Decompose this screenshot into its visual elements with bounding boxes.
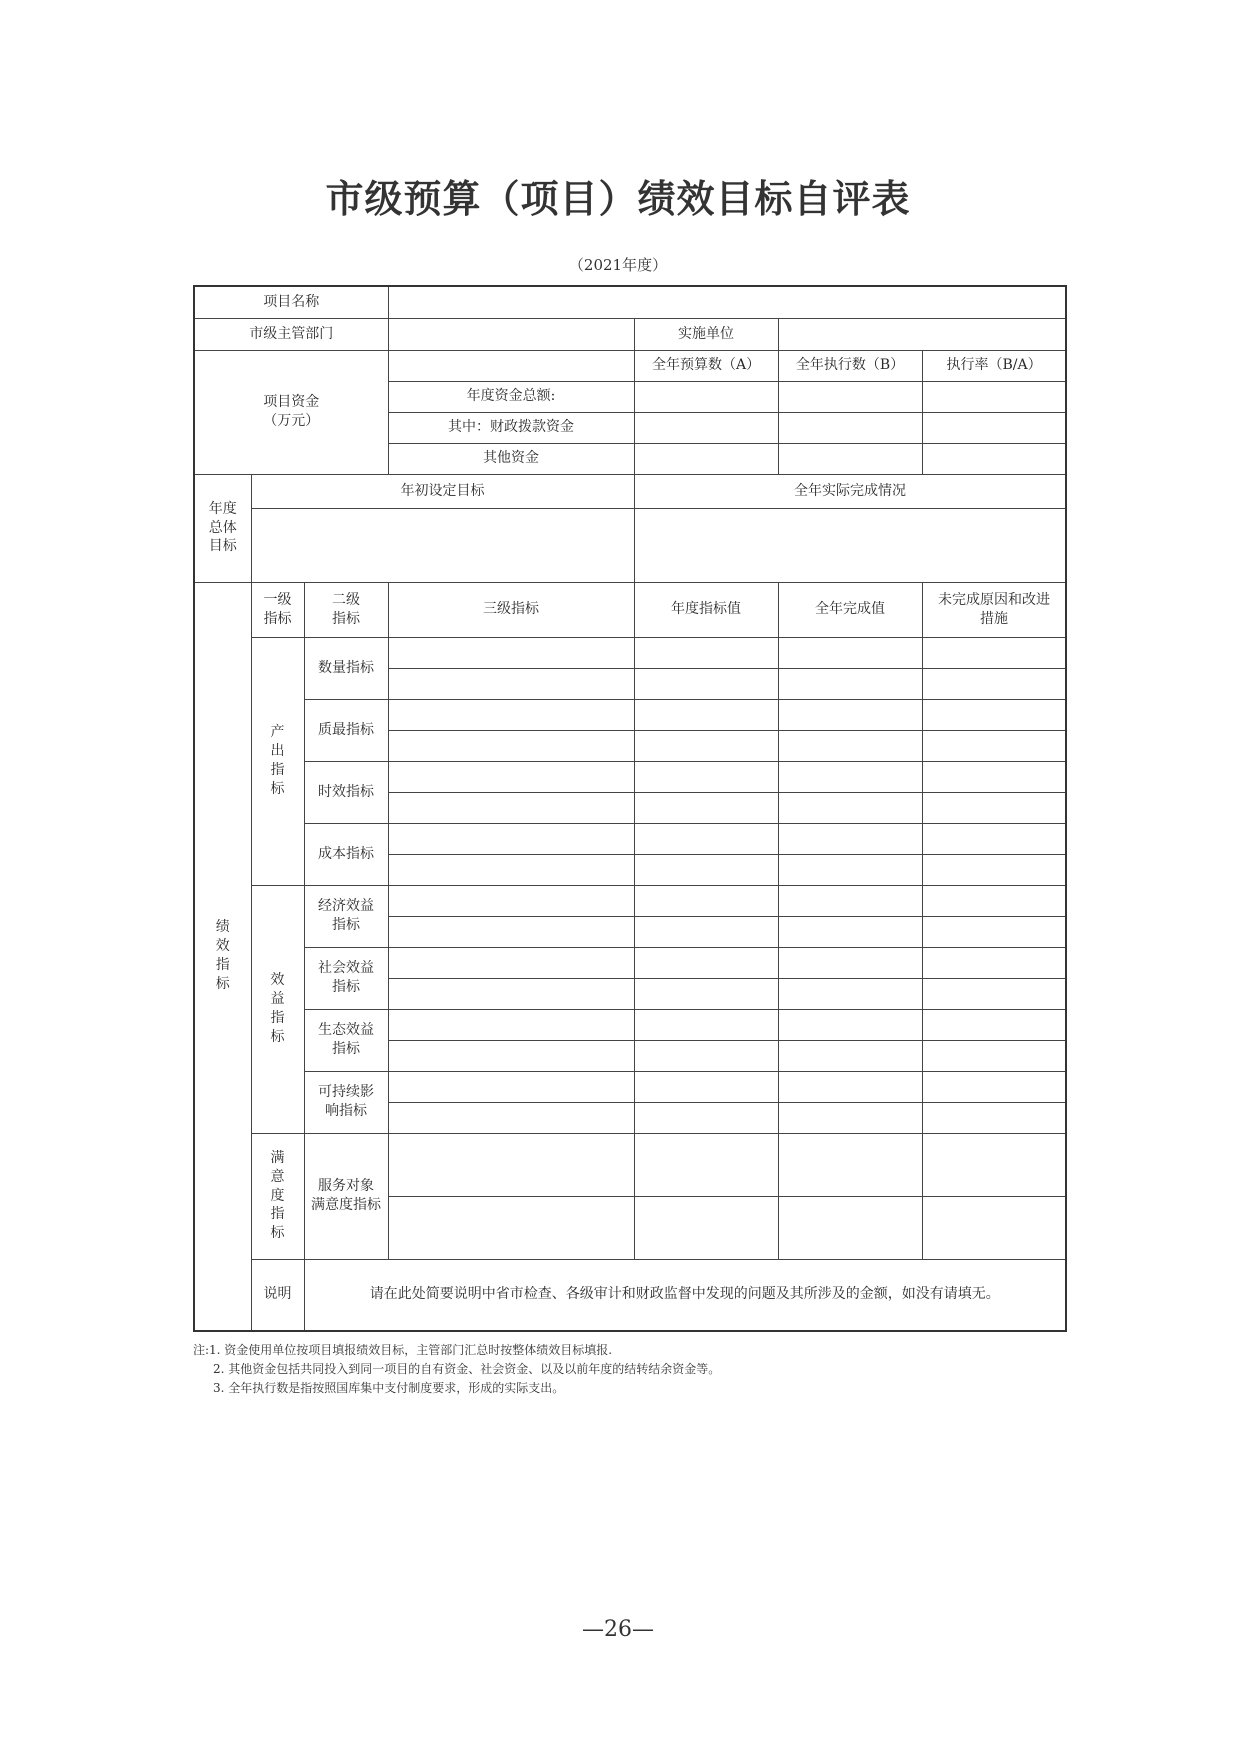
indicator-cell[interactable]	[634, 1071, 778, 1102]
output-indicator-label	[251, 637, 304, 885]
indicator-cell[interactable]	[778, 761, 922, 792]
actual-completion-header: 全年实际完成情况	[634, 474, 1066, 508]
funds-header-blank	[388, 350, 634, 381]
satisfaction-char: 意	[270, 1168, 285, 1185]
fiscal-rate[interactable]	[922, 412, 1066, 443]
indicator-cell[interactable]	[778, 668, 922, 699]
overall-goal-label	[194, 474, 251, 582]
economic-indicator-label	[304, 885, 388, 947]
executed-b-header: 全年执行数（B）	[778, 350, 922, 381]
benefit-char: 标	[270, 1028, 285, 1045]
service-satisfaction-label	[304, 1133, 388, 1259]
indicator-cell[interactable]	[634, 1102, 778, 1133]
indicator-cell[interactable]	[388, 1040, 634, 1071]
level2-line: 二级	[332, 591, 360, 608]
dept-value[interactable]	[388, 318, 634, 350]
project-name-label: 项目名称	[194, 286, 388, 318]
output-char: 指	[270, 762, 285, 778]
perf-char: 绩	[215, 919, 230, 936]
reason-line: 未完成原因和改进	[938, 591, 1051, 608]
indicator-cell[interactable]	[922, 1040, 1066, 1071]
indicator-cell[interactable]	[634, 792, 778, 823]
indicator-cell[interactable]	[922, 699, 1066, 730]
reason-header	[922, 582, 1066, 637]
benefit-indicator-label	[251, 885, 304, 1133]
social-line: 社会效益	[318, 960, 374, 977]
annual-total-rate[interactable]	[922, 381, 1066, 412]
indicator-cell[interactable]	[778, 1102, 922, 1133]
indicator-cell[interactable]	[778, 699, 922, 730]
page-number: —26—	[582, 1617, 654, 1642]
fiscal-label: 其中：财政拨款资金	[388, 412, 634, 443]
project-name-value[interactable]	[388, 286, 1066, 318]
indicator-cell[interactable]	[922, 637, 1066, 668]
perf-char: 效	[215, 938, 230, 955]
level2-header	[304, 582, 388, 637]
indicator-cell[interactable]	[634, 1196, 778, 1259]
indicator-cell[interactable]	[388, 947, 634, 978]
footnote-1: 注:1. 资金使用单位按项目填报绩效目标，主管部门汇总时按整体绩效目标填报.	[193, 1343, 613, 1357]
indicator-cell[interactable]	[778, 854, 922, 885]
social-indicator-label	[304, 947, 388, 1009]
indicator-cell[interactable]	[388, 1102, 634, 1133]
indicator-cell[interactable]	[388, 854, 634, 885]
indicator-cell[interactable]	[634, 1009, 778, 1040]
indicator-cell[interactable]	[922, 761, 1066, 792]
indicator-cell[interactable]	[922, 730, 1066, 761]
indicator-cell[interactable]	[922, 1102, 1066, 1133]
benefit-char: 益	[270, 991, 285, 1008]
perf-char: 指	[215, 957, 230, 974]
other-rate[interactable]	[922, 443, 1066, 474]
indicator-cell[interactable]	[388, 761, 634, 792]
reason-line: 措施	[980, 610, 1009, 627]
indicator-cell[interactable]	[634, 1040, 778, 1071]
indicator-cell[interactable]	[388, 1009, 634, 1040]
satisfaction-indicator-label	[251, 1133, 304, 1259]
indicator-cell[interactable]	[922, 1009, 1066, 1040]
implementer-value[interactable]	[778, 318, 1066, 350]
cost-indicator-label: 成本指标	[304, 823, 388, 885]
indicator-cell[interactable]	[778, 885, 922, 916]
form-title: 市级预算（项目）绩效目标自评表	[325, 176, 911, 221]
satisfaction-char: 满	[270, 1149, 285, 1166]
funds-label-line2: （万元）	[263, 413, 320, 429]
indicator-cell[interactable]	[634, 1133, 778, 1196]
annual-total-budget[interactable]	[634, 381, 778, 412]
indicator-cell[interactable]	[388, 792, 634, 823]
indicator-cell[interactable]	[388, 978, 634, 1009]
indicator-cell[interactable]	[634, 885, 778, 916]
service-line: 服务对象	[318, 1178, 374, 1195]
funds-label	[194, 350, 388, 474]
indicator-cell[interactable]	[634, 947, 778, 978]
satisfaction-char: 度	[270, 1187, 285, 1204]
indicator-cell[interactable]	[922, 947, 1066, 978]
indicator-cell[interactable]	[922, 885, 1066, 916]
output-char: 出	[270, 743, 285, 760]
indicator-cell[interactable]	[634, 637, 778, 668]
timeliness-indicator-label: 时效指标	[304, 761, 388, 823]
indicator-cell[interactable]	[634, 854, 778, 885]
level1-line: 一级	[263, 591, 292, 608]
initial-goal-header: 年初设定目标	[251, 474, 634, 508]
overall-goal-char: 总体	[208, 519, 237, 536]
level1-line: 指标	[263, 610, 292, 627]
indicator-cell[interactable]	[778, 916, 922, 947]
ecological-indicator-label	[304, 1009, 388, 1071]
indicator-cell[interactable]	[922, 916, 1066, 947]
indicator-cell[interactable]	[388, 885, 634, 916]
performance-indicator-label	[194, 582, 251, 1331]
indicator-cell[interactable]	[778, 637, 922, 668]
indicator-cell[interactable]	[388, 637, 634, 668]
indicator-cell[interactable]	[778, 1196, 922, 1259]
indicator-cell[interactable]	[388, 823, 634, 854]
output-char: 标	[270, 780, 285, 797]
indicator-cell[interactable]	[388, 1196, 634, 1259]
form-year: （2021年度）	[568, 256, 668, 274]
ecological-line: 生态效益	[318, 1022, 374, 1039]
fiscal-budget[interactable]	[634, 412, 778, 443]
initial-goal-value[interactable]	[251, 508, 634, 582]
social-line: 指标	[332, 979, 360, 995]
benefit-char: 指	[270, 1010, 285, 1026]
indicator-cell[interactable]	[778, 792, 922, 823]
indicator-cell[interactable]	[634, 978, 778, 1009]
indicator-cell[interactable]	[778, 1009, 922, 1040]
indicator-cell[interactable]	[388, 668, 634, 699]
funds-label-line1: 项目资金	[263, 394, 320, 411]
perf-char: 标	[215, 976, 230, 993]
level2-line: 指标	[332, 610, 360, 627]
budget-a-header: 全年预算数（A）	[634, 350, 778, 381]
level3-header: 三级指标	[388, 582, 634, 637]
dept-label: 市级主管部门	[194, 318, 388, 350]
indicator-cell[interactable]	[634, 730, 778, 761]
footnote-2: 2. 其他资金包括共同投入到同一项目的自有资金、社会资金、以及以前年度的结转结余资金等。	[213, 1362, 721, 1376]
indicator-cell[interactable]	[388, 730, 634, 761]
sustainable-indicator-label	[304, 1071, 388, 1133]
other-executed[interactable]	[778, 443, 922, 474]
service-line: 满意度指标	[311, 1197, 381, 1213]
overall-goal-char: 年度	[208, 500, 237, 517]
indicator-cell[interactable]	[388, 1133, 634, 1196]
other-funds-label: 其他资金	[388, 443, 634, 474]
satisfaction-char: 标	[270, 1225, 285, 1242]
indicator-cell[interactable]	[778, 1133, 922, 1196]
explain-label: 说明	[251, 1259, 304, 1331]
indicator-cell[interactable]	[922, 823, 1066, 854]
indicator-cell[interactable]	[778, 947, 922, 978]
footnotes	[193, 1341, 1073, 1398]
indicator-cell[interactable]	[388, 1071, 634, 1102]
indicator-cell[interactable]	[634, 823, 778, 854]
output-char: 产	[270, 724, 285, 741]
indicator-cell[interactable]	[388, 699, 634, 730]
indicator-cell[interactable]	[634, 761, 778, 792]
indicator-cell[interactable]	[778, 730, 922, 761]
actual-completion-value[interactable]	[634, 508, 1066, 582]
indicator-cell[interactable]	[922, 792, 1066, 823]
satisfaction-char: 指	[270, 1206, 285, 1223]
level1-header	[251, 582, 304, 637]
rate-header: 执行率（B/A）	[922, 350, 1066, 381]
explain-text[interactable]: 请在此处简要说明中省市检查、各级审计和财政监督中发现的问题及其所涉及的金额，如没有请填无。	[304, 1259, 1066, 1331]
other-budget[interactable]	[634, 443, 778, 474]
indicator-cell[interactable]	[388, 916, 634, 947]
quantity-indicator-label: 数量指标	[304, 637, 388, 699]
indicator-cell[interactable]	[922, 1133, 1066, 1196]
footnote-3: 3. 全年执行数是指按照国库集中支付制度要求，形成的实际支出。	[213, 1381, 565, 1395]
economic-line: 经济效益	[318, 898, 374, 915]
sustainable-line: 可持续影	[318, 1084, 374, 1101]
indicator-cell[interactable]	[778, 978, 922, 1009]
indicator-cell[interactable]	[922, 1196, 1066, 1259]
indicator-cell[interactable]	[778, 1071, 922, 1102]
indicator-cell[interactable]	[634, 668, 778, 699]
indicator-cell[interactable]	[922, 978, 1066, 1009]
indicator-cell[interactable]	[922, 854, 1066, 885]
self-evaluation-table	[193, 285, 1067, 1332]
annual-total-executed[interactable]	[778, 381, 922, 412]
indicator-cell[interactable]	[634, 699, 778, 730]
benefit-char: 效	[270, 972, 285, 989]
annual-total-label: 年度资金总额:	[388, 381, 634, 412]
ecological-line: 指标	[332, 1041, 360, 1057]
target-value-header: 年度指标值	[634, 582, 778, 637]
indicator-cell[interactable]	[778, 1040, 922, 1071]
sustainable-line: 响指标	[325, 1103, 367, 1119]
economic-line: 指标	[332, 917, 360, 933]
quality-indicator-label: 质最指标	[304, 699, 388, 761]
implementer-label: 实施单位	[634, 318, 778, 350]
overall-goal-char: 目标	[208, 538, 237, 555]
fiscal-executed[interactable]	[778, 412, 922, 443]
indicator-cell[interactable]	[922, 1071, 1066, 1102]
indicator-cell[interactable]	[634, 916, 778, 947]
indicator-cell[interactable]	[922, 668, 1066, 699]
indicator-cell[interactable]	[778, 823, 922, 854]
completed-value-header: 全年完成值	[778, 582, 922, 637]
